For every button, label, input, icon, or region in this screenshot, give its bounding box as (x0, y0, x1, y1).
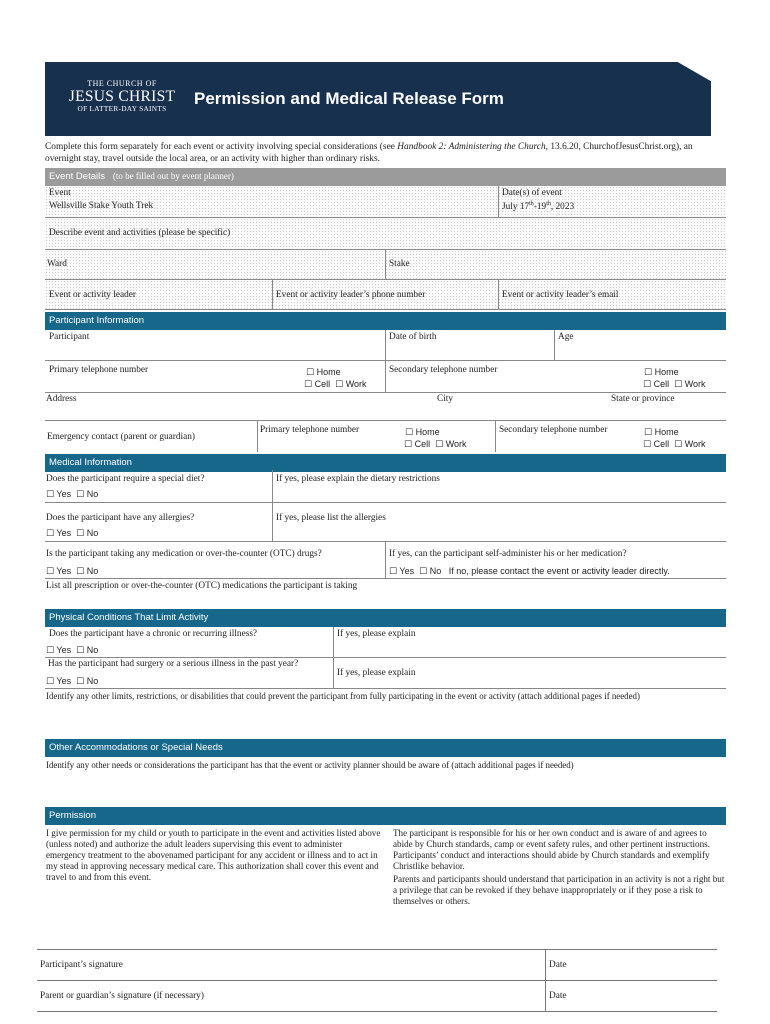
checkbox-icon: ☐ (304, 380, 313, 390)
checkbox-icon: ☐ (643, 380, 652, 390)
cell-label: Cell (653, 379, 670, 389)
diet-explain-label: If yes, please explain the dietary restrictions (276, 474, 440, 484)
checkbox-icon: ☐ (76, 677, 85, 687)
checkbox-icon: ☐ (674, 380, 683, 390)
stake-label: Stake (389, 259, 410, 269)
event-details-header (45, 168, 726, 186)
divider (495, 420, 496, 452)
cell-label: Cell (653, 439, 670, 449)
self-admin-question: If yes, can the participant self-administer his or her medication? (389, 549, 627, 559)
home-label: Home (316, 367, 341, 377)
permission-right-paragraph-1: The participant is responsible for his or her own conduct and is aware of and agrees to abide by Church standards, camp or event safety rules, and other pertinent instructions. Participants’ conduct and interactions should abide by Church standards and exemplify Christlike behavior. (393, 828, 710, 871)
yes-label: Yes (56, 566, 72, 576)
medication-yes-no[interactable] (46, 566, 98, 578)
surgery-explain-label: If yes, please explain (337, 668, 416, 678)
participant-signature-label: Participant’s signature (40, 960, 123, 970)
no-label: No (86, 489, 99, 499)
divider (385, 360, 386, 392)
allergy-explain-label: If yes, please list the allergies (276, 513, 386, 523)
work-label: Work (445, 439, 467, 449)
checkbox-icon: ☐ (306, 368, 315, 378)
dates-sup-1: th (529, 201, 534, 207)
dates-label: Date(s) of event (502, 188, 562, 198)
checkbox-icon: ☐ (404, 440, 413, 450)
secondary-cell-work-options[interactable] (643, 379, 706, 391)
list-medications-label: List all prescription or over-the-counter (OTC) medications the participant is taking (46, 581, 358, 591)
cell-label: Cell (314, 379, 331, 389)
event-label: Event (49, 188, 71, 198)
event-details-note: (to be filled out by event planner) (112, 171, 234, 181)
divider (333, 657, 334, 688)
checkbox-icon: ☐ (76, 490, 85, 500)
dates-start: July 17 (502, 202, 530, 213)
emergency-contact-label: Emergency contact (parent or guardian) (47, 432, 195, 442)
divider (272, 280, 273, 310)
divider (45, 420, 726, 421)
divider (272, 470, 273, 502)
no-label: No (86, 676, 99, 686)
signature-top-line (37, 949, 717, 950)
accommodations-label: Identify any other needs or considerations the participant has that the event or activity planner should be aware of (attach additional pages if needed) (46, 760, 574, 770)
checkbox-icon: ☐ (405, 428, 414, 438)
divider (45, 502, 726, 503)
limits-label: Identify any other limits, restrictions, or disabilities that could prevent the participant from fully participating in the event or activity (attach additional pages if needed) (46, 691, 640, 701)
permission-left-paragraph: I give permission for my child or youth to participate in the event and activities listed above (unless noted) and authorize the adult leaders supervising this event to administer emergency treatment to the abovenamed participant for any accident or illness and to act in my stead in approving necessary medical care. This authorization shall cover this event and travel to and from this event. (46, 828, 381, 882)
emergency-secondary-home[interactable] (644, 427, 679, 439)
chronic-question: Does the participant have a chronic or recurring illness? (49, 629, 258, 639)
intro-part-2: , 13.6.20, ChurchofJesusChrist.org), an overnight stay, travel outside the local area, or an activity with higher than ordinary risks. (45, 142, 693, 164)
checkbox-icon: ☐ (46, 529, 55, 539)
divider (385, 541, 386, 578)
self-admin-yes-no[interactable] (389, 566, 670, 578)
leader-email-label: Event or activity leader’s email (502, 290, 619, 300)
yes-label: Yes (399, 566, 415, 576)
medication-question: Is the participant taking any medication or over-the-counter (OTC) drugs? (46, 549, 322, 559)
secondary-home-option[interactable] (644, 367, 679, 379)
no-label: No (86, 528, 99, 538)
checkbox-icon: ☐ (674, 440, 683, 450)
divider (45, 392, 726, 393)
no-label: No (86, 566, 99, 576)
divider (498, 186, 499, 218)
guardian-signature-label: Parent or guardian’s signature (if necessary) (40, 991, 204, 1001)
no-label: No (429, 566, 442, 576)
divider (498, 280, 499, 310)
no-contact-note: If no, please contact the event or activity leader directly. (448, 566, 670, 576)
surgery-question: Has the participant had surgery or a serious illness in the past year? (48, 659, 299, 669)
home-label: Home (654, 427, 679, 437)
no-label: No (86, 645, 99, 655)
surgery-yes-no[interactable] (46, 676, 98, 688)
event-value: Wellsville Stake Youth Trek (49, 201, 154, 211)
signature-bottom-line (37, 1011, 717, 1012)
intro-text (45, 142, 725, 165)
checkbox-icon: ☐ (435, 440, 444, 450)
dates-sup-2: th (546, 201, 551, 207)
church-logo (64, 79, 180, 113)
cell-label: Cell (414, 439, 431, 449)
yes-label: Yes (56, 676, 72, 686)
checkbox-icon: ☐ (76, 567, 85, 577)
checkbox-icon: ☐ (419, 567, 428, 577)
allergy-question: Does the participant have any allergies? (46, 513, 195, 523)
accommodations-header: Other Accommodations or Special Needs (45, 739, 726, 757)
checkbox-icon: ☐ (46, 677, 55, 687)
checkbox-icon: ☐ (644, 368, 653, 378)
intro-part-1: Complete this form separately for each event or activity involving special considerations (see (45, 142, 398, 152)
logo-line-1: THE CHURCH OF (87, 79, 157, 88)
work-label: Work (345, 379, 367, 389)
allergy-yes-no[interactable] (46, 528, 98, 540)
ward-label: Ward (47, 259, 67, 269)
divider (385, 250, 386, 280)
handbook-title: Handbook 2: Administering the Church (397, 142, 546, 152)
dob-label: Date of birth (389, 332, 437, 342)
divider (272, 502, 273, 541)
emergency-primary-home[interactable] (405, 427, 440, 439)
divider (333, 627, 334, 657)
checkbox-icon: ☐ (644, 428, 653, 438)
emergency-primary-cell-work[interactable] (404, 439, 467, 451)
guardian-date-label: Date (549, 991, 567, 1001)
emergency-secondary-label: Secondary telephone number (499, 425, 608, 435)
divider (45, 657, 726, 658)
checkbox-icon: ☐ (46, 490, 55, 500)
divider (257, 420, 258, 452)
yes-label: Yes (56, 528, 72, 538)
leader-phone-label: Event or activity leader’s phone number (276, 290, 426, 300)
leader-label: Event or activity leader (49, 290, 136, 300)
primary-cell-work-options[interactable] (304, 379, 367, 391)
checkbox-icon: ☐ (46, 567, 55, 577)
home-label: Home (654, 367, 679, 377)
form-title: Permission and Medical Release Form (194, 89, 504, 108)
diet-question: Does the participant require a special diet? (46, 474, 205, 484)
checkbox-icon: ☐ (76, 529, 85, 539)
event-details-heading: Event Details (49, 171, 105, 182)
permission-header: Permission (45, 807, 726, 825)
age-label: Age (558, 332, 574, 342)
yes-label: Yes (56, 489, 72, 499)
ward-field[interactable] (45, 250, 385, 280)
physical-header: Physical Conditions That Limit Activity (45, 609, 726, 627)
dates-year: , 2023 (550, 202, 575, 213)
address-label: Address (46, 394, 77, 404)
participant-header: Participant Information (45, 312, 726, 330)
checkbox-icon: ☐ (643, 440, 652, 450)
participant-label: Participant (49, 332, 90, 342)
home-label: Home (415, 427, 440, 437)
primary-phone-label: Primary telephone number (49, 365, 149, 375)
dates-end: -19 (533, 202, 547, 213)
logo-line-3: OF LATTER-DAY SAINTS (77, 103, 167, 113)
chronic-yes-no[interactable] (46, 645, 98, 657)
participant-date-label: Date (549, 960, 567, 970)
checkbox-icon: ☐ (76, 646, 85, 656)
divider (554, 330, 555, 360)
medical-header: Medical Information (45, 454, 726, 472)
dates-value (502, 201, 574, 213)
yes-label: Yes (56, 645, 72, 655)
state-label: State or province (611, 394, 675, 404)
emergency-secondary-cell-work[interactable] (643, 439, 706, 451)
divider (45, 578, 726, 579)
stake-field[interactable] (385, 250, 726, 280)
permission-right-paragraph-2: Parents and participants should understand that participation in an activity is not a right but a privilege that can be revoked if they behave inappropriately or if they pose a risk to themselves or others. (393, 874, 725, 906)
secondary-phone-label: Secondary telephone number (389, 365, 498, 375)
checkbox-icon: ☐ (335, 380, 344, 390)
logo-line-2: JESUS CHRIST (68, 87, 176, 105)
signature-middle-line (37, 980, 717, 981)
describe-label: Describe event and activities (please be specific) (49, 228, 231, 238)
checkbox-icon: ☐ (46, 646, 55, 656)
work-label: Work (684, 439, 706, 449)
divider (45, 688, 726, 689)
chronic-explain-label: If yes, please explain (337, 629, 416, 639)
checkbox-icon: ☐ (389, 567, 398, 577)
divider (385, 330, 386, 360)
diet-yes-no[interactable] (46, 489, 98, 501)
city-label: City (437, 394, 454, 404)
primary-home-option[interactable] (306, 367, 341, 379)
work-label: Work (684, 379, 706, 389)
emergency-primary-label: Primary telephone number (260, 425, 360, 435)
